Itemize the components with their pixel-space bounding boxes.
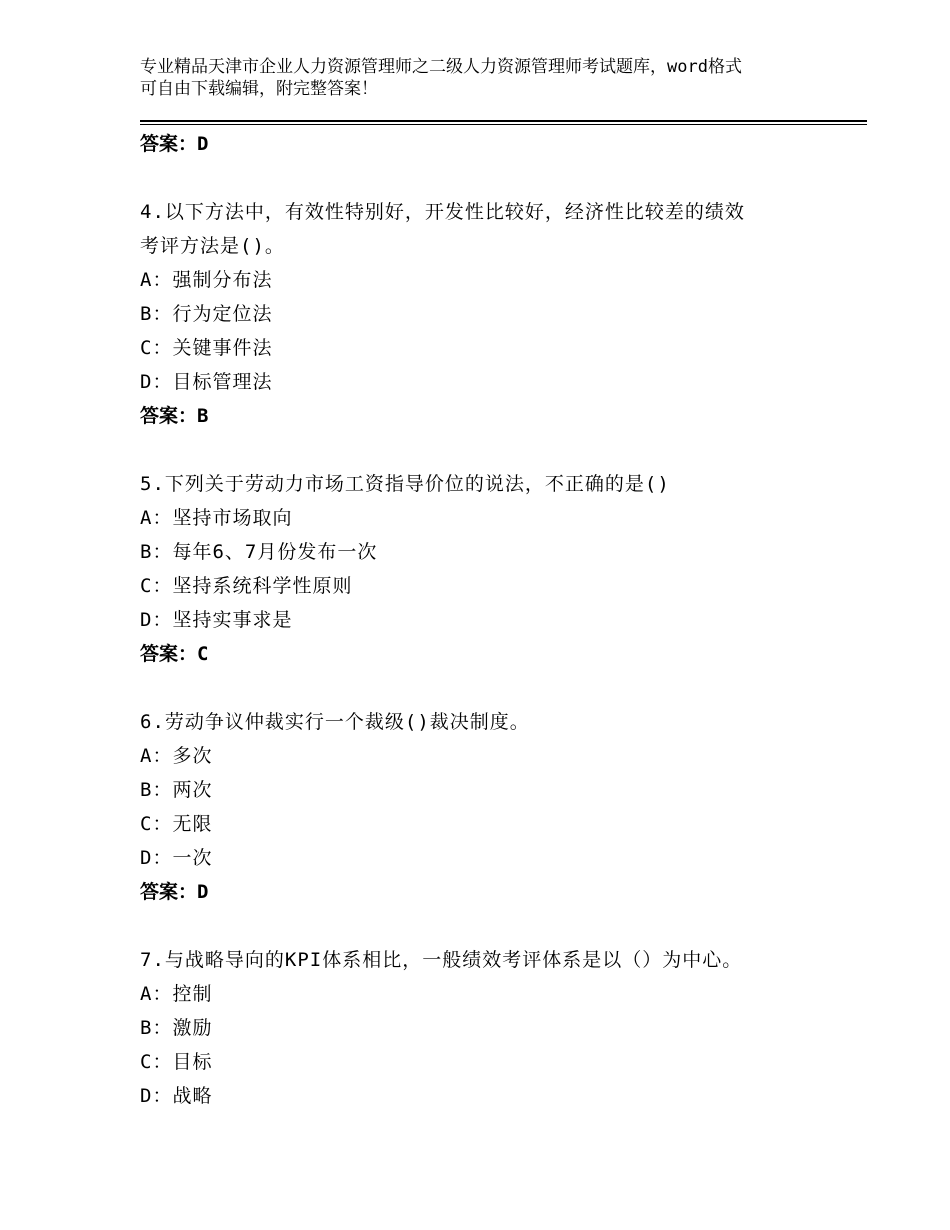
- option-b: B：每年6、7月份发布一次: [140, 541, 378, 563]
- option-d: D：坚持实事求是: [140, 609, 293, 631]
- header-line-1: 专业精品天津市企业人力资源管理师之二级人力资源管理师考试题库，word格式: [140, 57, 742, 77]
- header-divider: [140, 120, 867, 122]
- answer-line: 答案：D: [140, 881, 209, 903]
- option-a: A：控制: [140, 983, 213, 1005]
- option-d: D：战略: [140, 1085, 213, 1107]
- question-block: [140, 195, 840, 433]
- question-stem: 5.下列关于劳动力市场工资指导价位的说法，不正确的是(): [140, 473, 670, 495]
- question-stem: 考评方法是()。: [140, 235, 285, 257]
- answer-line: 答案：D: [140, 133, 209, 155]
- option-c: C：目标: [140, 1051, 213, 1073]
- question-block: [140, 943, 840, 1113]
- option-d: D：一次: [140, 847, 213, 869]
- question-list: [140, 127, 840, 1113]
- question-block: [140, 467, 840, 671]
- question-block: [140, 705, 840, 909]
- question-stem: 4.以下方法中，有效性特别好，开发性比较好，经济性比较差的绩效: [140, 201, 745, 223]
- option-a: A：坚持市场取向: [140, 507, 293, 529]
- header-line-2: 可自由下载编辑，附完整答案！: [140, 79, 378, 99]
- option-a: A：强制分布法: [140, 269, 273, 291]
- option-a: A：多次: [140, 745, 213, 767]
- option-c: C：坚持系统科学性原则: [140, 575, 353, 597]
- header-divider-thin: [140, 124, 867, 125]
- option-c: C：无限: [140, 813, 213, 835]
- option-d: D：目标管理法: [140, 371, 273, 393]
- document-header: [140, 56, 820, 100]
- option-c: C：关键事件法: [140, 337, 273, 359]
- answer-line: 答案：B: [140, 405, 209, 427]
- option-b: B：行为定位法: [140, 303, 273, 325]
- option-b: B：激励: [140, 1017, 213, 1039]
- question-stem: 7.与战略导向的KPI体系相比，一般绩效考评体系是以（）为中心。: [140, 949, 743, 971]
- answer-line: 答案：C: [140, 643, 209, 665]
- question-stem: 6.劳动争议仲裁实行一个裁级()裁决制度。: [140, 711, 530, 733]
- option-b: B：两次: [140, 779, 213, 801]
